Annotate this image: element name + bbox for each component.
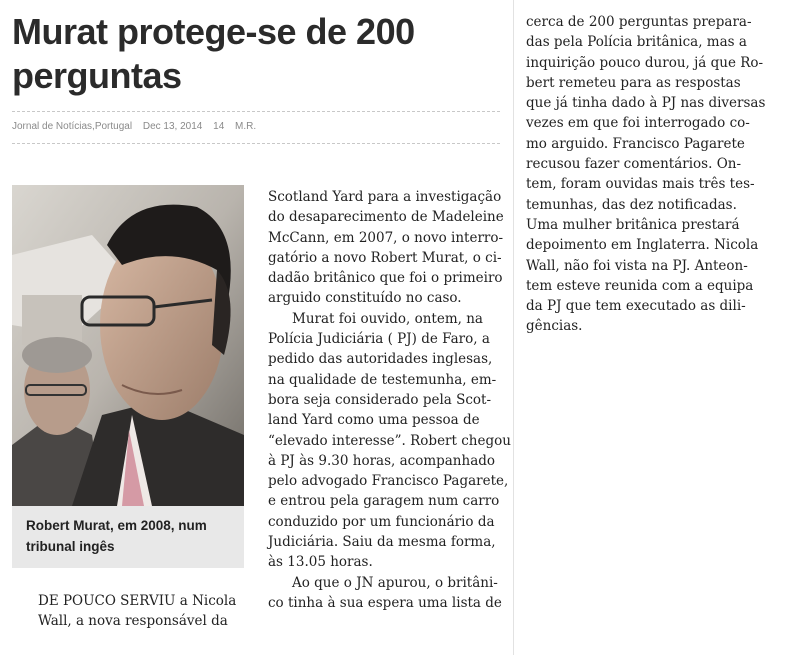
headline-line-1: Murat protege-se de 200 <box>12 11 415 52</box>
column-2-line: conduzido por um funcionário da <box>268 513 495 530</box>
column-3-line: das pela Polícia britânica, mas a <box>526 34 747 51</box>
column-3-line: Wall, não foi vista na PJ. Anteon- <box>526 257 748 274</box>
column-2-line: às 13.05 horas. <box>268 554 373 571</box>
column-3-line: gências. <box>526 318 583 335</box>
column-2-line: arguido constituído no caso. <box>268 290 462 307</box>
column-1 <box>38 591 237 632</box>
column-2-line: na qualidade de testemunha, em- <box>268 371 497 388</box>
column-3-line: temunhas, das dez notificadas. <box>526 196 737 213</box>
photo-figure <box>12 185 244 568</box>
column-2-line: Murat foi ouvido, ontem, na <box>292 310 483 327</box>
column-2-line: co tinha à sua espera uma lista de <box>268 594 502 611</box>
column-2-line: Scotland Yard para a investigação <box>268 189 502 205</box>
column-2-line: à PJ às 9.30 horas, acompanhado <box>268 452 496 469</box>
column-divider <box>513 0 514 655</box>
meta-date: Dec 13, 2014 <box>142 121 203 132</box>
column-2-line: dadão britânico que foi o primeiro <box>268 270 503 287</box>
column-2-line: gatório a novo Robert Murat, o ci- <box>268 249 502 266</box>
meta-source: Jornal de Notícias,Portugal <box>12 121 133 132</box>
divider-bottom <box>12 143 500 144</box>
meta-page: 14 <box>213 121 225 132</box>
article-photo <box>12 185 244 506</box>
column-2 <box>268 187 511 613</box>
column-1-line: Wall, a nova responsável da <box>38 613 228 630</box>
column-2-line: e entrou pela garagem num carro <box>268 493 500 510</box>
column-2-line: do desaparecimento de Madeleine <box>268 209 504 226</box>
column-3-line: da PJ que tem executado as dili- <box>526 298 746 315</box>
column-2-line: McCann, em 2007, o novo interro- <box>268 229 504 246</box>
meta-author: M.R. <box>235 121 257 132</box>
column-2-line: bora seja considerado pela Scot- <box>268 391 492 408</box>
column-3-line: que já tinha dado à PJ nas diversas <box>526 95 766 112</box>
divider-top <box>12 111 500 112</box>
column-2-line: “elevado interesse”. Robert chegou <box>268 432 511 449</box>
column-3-line: vezes em que foi interrogado co- <box>526 115 750 132</box>
column-3-line: Uma mulher britânica prestará <box>526 216 740 233</box>
column-2-line: land Yard como uma pessoa de <box>268 412 480 429</box>
column-3-line: inquirição pouco durou, já que Ro- <box>526 54 764 71</box>
column-1-line: DE POUCO SERVIU a Nicola <box>38 593 237 609</box>
column-3-line: bert remeteu para as respostas <box>526 74 741 91</box>
photo-caption: Robert Murat, em 2008, num tribunal ingês <box>26 518 207 554</box>
column-3-line: depoimento em Inglaterra. Nicola <box>526 237 759 254</box>
column-3-line: tem, foram ouvidas mais três tes- <box>526 176 755 193</box>
column-2-line: Polícia Judiciária ( PJ) de Faro, a <box>268 331 490 348</box>
column-3-line: mo arguido. Francisco Pagarete <box>526 135 745 152</box>
column-3-line: recusou fazer comentários. On- <box>526 156 742 173</box>
article-meta <box>12 121 264 132</box>
column-3-line: cerca de 200 perguntas prepara- <box>526 14 752 30</box>
column-2-line: pelo advogado Francisco Pagarete, <box>268 473 509 490</box>
headline-line-2: perguntas <box>12 55 182 96</box>
article-headline <box>12 10 492 98</box>
column-2-line: Ao que o JN apurou, o britâni- <box>292 574 498 591</box>
column-3 <box>526 12 766 337</box>
column-2-line: Judiciária. Saiu da mesma forma, <box>268 534 496 551</box>
column-3-line: tem esteve reunida com a equipa <box>526 277 754 294</box>
column-2-line: pedido das autoridades inglesas, <box>268 351 493 368</box>
